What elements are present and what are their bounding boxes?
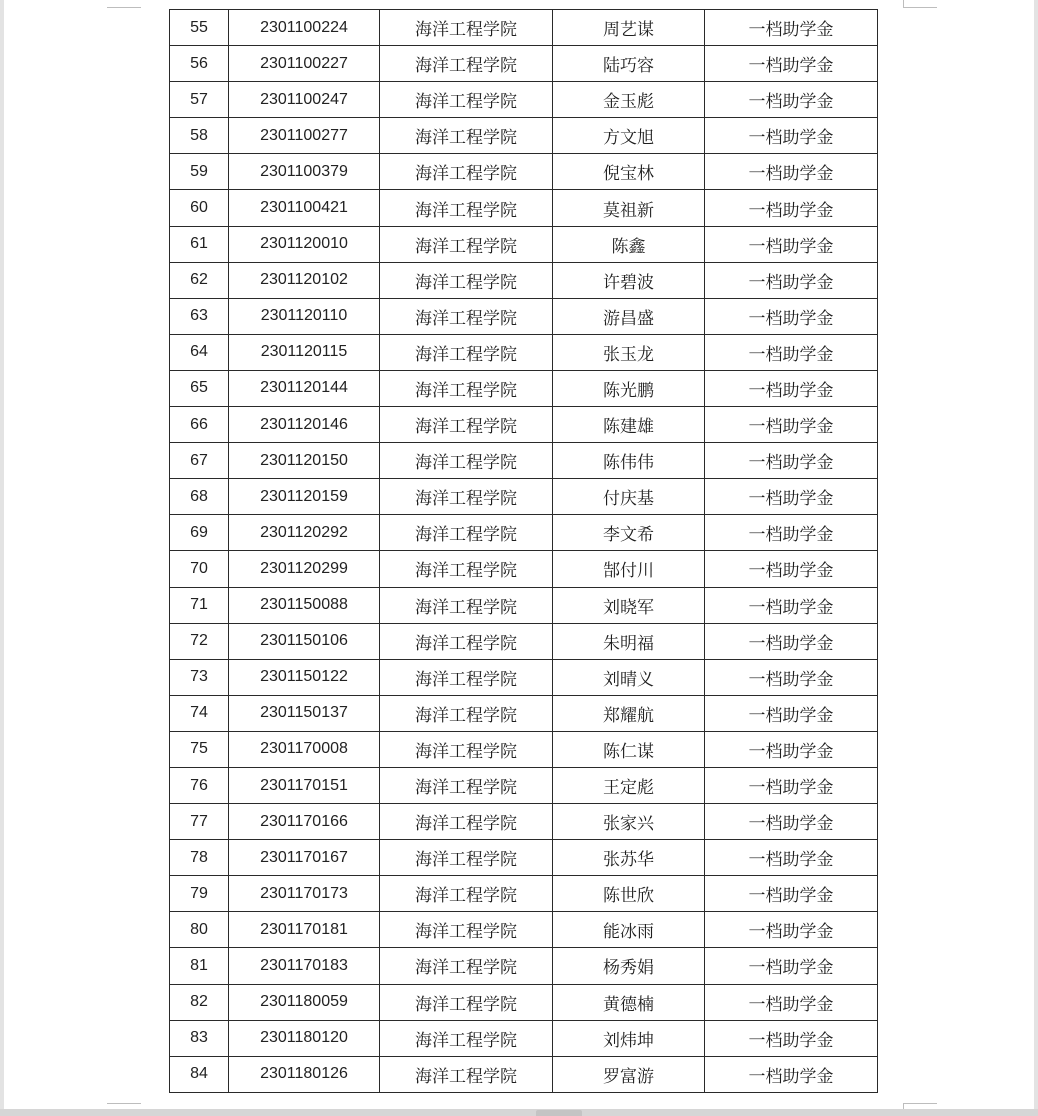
row-number-cell: 59 xyxy=(170,154,229,190)
college-cell: 海洋工程学院 xyxy=(380,695,553,731)
table-row xyxy=(170,10,878,46)
table-row xyxy=(170,840,878,876)
award-level-cell: 一档助学金 xyxy=(705,479,878,515)
student-id-cell: 2301180126 xyxy=(229,1056,380,1092)
student-name-cell: 莫祖新 xyxy=(553,190,705,226)
award-level-cell: 一档助学金 xyxy=(705,370,878,406)
college-cell: 海洋工程学院 xyxy=(380,515,553,551)
row-number-cell: 61 xyxy=(170,226,229,262)
student-id-cell: 2301100379 xyxy=(229,154,380,190)
student-name-cell: 陈建雄 xyxy=(553,407,705,443)
table-row xyxy=(170,479,878,515)
table-row xyxy=(170,298,878,334)
row-number-cell: 67 xyxy=(170,443,229,479)
table-row xyxy=(170,804,878,840)
table-body xyxy=(170,10,878,1093)
table-row xyxy=(170,551,878,587)
student-name-cell: 陈鑫 xyxy=(553,226,705,262)
student-name-cell: 刘炜坤 xyxy=(553,1020,705,1056)
award-level-cell: 一档助学金 xyxy=(705,587,878,623)
award-level-cell: 一档助学金 xyxy=(705,659,878,695)
row-number-cell: 56 xyxy=(170,46,229,82)
table-row xyxy=(170,659,878,695)
award-level-cell: 一档助学金 xyxy=(705,551,878,587)
student-name-cell: 李文希 xyxy=(553,515,705,551)
row-number-cell: 75 xyxy=(170,731,229,767)
table-row xyxy=(170,46,878,82)
row-number-cell: 57 xyxy=(170,82,229,118)
college-cell: 海洋工程学院 xyxy=(380,82,553,118)
award-level-cell: 一档助学金 xyxy=(705,767,878,803)
student-name-cell: 陈世欣 xyxy=(553,876,705,912)
table-row xyxy=(170,767,878,803)
row-number-cell: 84 xyxy=(170,1056,229,1092)
college-cell: 海洋工程学院 xyxy=(380,10,553,46)
college-cell: 海洋工程学院 xyxy=(380,840,553,876)
student-id-cell: 2301150088 xyxy=(229,587,380,623)
crop-mark xyxy=(903,1103,937,1104)
college-cell: 海洋工程学院 xyxy=(380,1020,553,1056)
table-row xyxy=(170,226,878,262)
college-cell: 海洋工程学院 xyxy=(380,298,553,334)
student-id-cell: 2301170167 xyxy=(229,840,380,876)
student-id-cell: 2301120292 xyxy=(229,515,380,551)
student-id-cell: 2301150106 xyxy=(229,623,380,659)
award-level-cell: 一档助学金 xyxy=(705,984,878,1020)
table-row xyxy=(170,587,878,623)
student-name-cell: 黄德楠 xyxy=(553,984,705,1020)
award-level-cell: 一档助学金 xyxy=(705,10,878,46)
college-cell: 海洋工程学院 xyxy=(380,118,553,154)
student-id-cell: 2301180059 xyxy=(229,984,380,1020)
award-level-cell: 一档助学金 xyxy=(705,46,878,82)
award-level-cell: 一档助学金 xyxy=(705,515,878,551)
student-name-cell: 刘晴义 xyxy=(553,659,705,695)
table-row xyxy=(170,948,878,984)
table-row xyxy=(170,118,878,154)
student-id-cell: 2301120144 xyxy=(229,370,380,406)
row-number-cell: 64 xyxy=(170,334,229,370)
college-cell: 海洋工程学院 xyxy=(380,407,553,443)
student-name-cell: 倪宝林 xyxy=(553,154,705,190)
student-name-cell: 金玉彪 xyxy=(553,82,705,118)
student-name-cell: 周艺谋 xyxy=(553,10,705,46)
college-cell: 海洋工程学院 xyxy=(380,154,553,190)
crop-mark xyxy=(903,7,937,8)
table-row xyxy=(170,370,878,406)
student-id-cell: 2301120299 xyxy=(229,551,380,587)
college-cell: 海洋工程学院 xyxy=(380,262,553,298)
college-cell: 海洋工程学院 xyxy=(380,334,553,370)
college-cell: 海洋工程学院 xyxy=(380,46,553,82)
student-id-cell: 2301100277 xyxy=(229,118,380,154)
college-cell: 海洋工程学院 xyxy=(380,623,553,659)
table-row xyxy=(170,190,878,226)
student-name-cell: 杨秀娟 xyxy=(553,948,705,984)
award-level-cell: 一档助学金 xyxy=(705,840,878,876)
row-number-cell: 55 xyxy=(170,10,229,46)
crop-mark xyxy=(903,0,904,8)
student-id-cell: 2301170173 xyxy=(229,876,380,912)
table-row xyxy=(170,334,878,370)
row-number-cell: 76 xyxy=(170,767,229,803)
row-number-cell: 60 xyxy=(170,190,229,226)
college-cell: 海洋工程学院 xyxy=(380,767,553,803)
student-id-cell: 2301170166 xyxy=(229,804,380,840)
student-name-cell: 郑耀航 xyxy=(553,695,705,731)
award-level-cell: 一档助学金 xyxy=(705,695,878,731)
award-level-cell: 一档助学金 xyxy=(705,262,878,298)
student-name-cell: 陈伟伟 xyxy=(553,443,705,479)
student-id-cell: 2301180120 xyxy=(229,1020,380,1056)
table-row xyxy=(170,262,878,298)
row-number-cell: 79 xyxy=(170,876,229,912)
crop-mark xyxy=(107,7,141,8)
table-row xyxy=(170,1056,878,1092)
college-cell: 海洋工程学院 xyxy=(380,190,553,226)
award-level-cell: 一档助学金 xyxy=(705,190,878,226)
row-number-cell: 82 xyxy=(170,984,229,1020)
student-name-cell: 付庆基 xyxy=(553,479,705,515)
student-id-cell: 2301100421 xyxy=(229,190,380,226)
table-row xyxy=(170,695,878,731)
college-cell: 海洋工程学院 xyxy=(380,587,553,623)
award-level-cell: 一档助学金 xyxy=(705,118,878,154)
award-level-cell: 一档助学金 xyxy=(705,804,878,840)
college-cell: 海洋工程学院 xyxy=(380,984,553,1020)
student-id-cell: 2301120146 xyxy=(229,407,380,443)
student-name-cell: 罗富游 xyxy=(553,1056,705,1092)
student-name-cell: 陆巧容 xyxy=(553,46,705,82)
document-page xyxy=(4,0,1034,1109)
table-row xyxy=(170,912,878,948)
student-id-cell: 2301150137 xyxy=(229,695,380,731)
row-number-cell: 68 xyxy=(170,479,229,515)
student-name-cell: 朱明福 xyxy=(553,623,705,659)
award-level-cell: 一档助学金 xyxy=(705,298,878,334)
student-id-cell: 2301120110 xyxy=(229,298,380,334)
college-cell: 海洋工程学院 xyxy=(380,551,553,587)
award-level-cell: 一档助学金 xyxy=(705,334,878,370)
row-number-cell: 83 xyxy=(170,1020,229,1056)
student-name-cell: 陈仁谋 xyxy=(553,731,705,767)
row-number-cell: 62 xyxy=(170,262,229,298)
college-cell: 海洋工程学院 xyxy=(380,804,553,840)
student-id-cell: 2301100247 xyxy=(229,82,380,118)
row-number-cell: 73 xyxy=(170,659,229,695)
row-number-cell: 81 xyxy=(170,948,229,984)
award-level-cell: 一档助学金 xyxy=(705,407,878,443)
table-row xyxy=(170,623,878,659)
college-cell: 海洋工程学院 xyxy=(380,443,553,479)
row-number-cell: 72 xyxy=(170,623,229,659)
award-level-cell: 一档助学金 xyxy=(705,226,878,262)
row-number-cell: 74 xyxy=(170,695,229,731)
row-number-cell: 80 xyxy=(170,912,229,948)
page-gap xyxy=(0,1109,1038,1116)
award-level-cell: 一档助学金 xyxy=(705,948,878,984)
student-id-cell: 2301170183 xyxy=(229,948,380,984)
student-id-cell: 2301150122 xyxy=(229,659,380,695)
row-number-cell: 58 xyxy=(170,118,229,154)
college-cell: 海洋工程学院 xyxy=(380,1056,553,1092)
student-id-cell: 2301170008 xyxy=(229,731,380,767)
table-row xyxy=(170,407,878,443)
table-row xyxy=(170,876,878,912)
student-name-cell: 方文旭 xyxy=(553,118,705,154)
table-row xyxy=(170,515,878,551)
scholarship-table xyxy=(169,9,878,1093)
college-cell: 海洋工程学院 xyxy=(380,876,553,912)
table-row xyxy=(170,731,878,767)
row-number-cell: 66 xyxy=(170,407,229,443)
student-name-cell: 张家兴 xyxy=(553,804,705,840)
award-level-cell: 一档助学金 xyxy=(705,623,878,659)
student-name-cell: 能冰雨 xyxy=(553,912,705,948)
award-level-cell: 一档助学金 xyxy=(705,1056,878,1092)
college-cell: 海洋工程学院 xyxy=(380,370,553,406)
award-level-cell: 一档助学金 xyxy=(705,876,878,912)
student-name-cell: 刘晓军 xyxy=(553,587,705,623)
student-id-cell: 2301120115 xyxy=(229,334,380,370)
college-cell: 海洋工程学院 xyxy=(380,912,553,948)
table-row xyxy=(170,984,878,1020)
college-cell: 海洋工程学院 xyxy=(380,731,553,767)
table-row xyxy=(170,1020,878,1056)
student-id-cell: 2301120159 xyxy=(229,479,380,515)
table-row xyxy=(170,154,878,190)
student-id-cell: 2301170151 xyxy=(229,767,380,803)
row-number-cell: 70 xyxy=(170,551,229,587)
student-id-cell: 2301120102 xyxy=(229,262,380,298)
student-name-cell: 郜付川 xyxy=(553,551,705,587)
college-cell: 海洋工程学院 xyxy=(380,226,553,262)
college-cell: 海洋工程学院 xyxy=(380,479,553,515)
row-number-cell: 65 xyxy=(170,370,229,406)
award-level-cell: 一档助学金 xyxy=(705,443,878,479)
award-level-cell: 一档助学金 xyxy=(705,912,878,948)
award-level-cell: 一档助学金 xyxy=(705,731,878,767)
award-level-cell: 一档助学金 xyxy=(705,154,878,190)
student-name-cell: 许碧波 xyxy=(553,262,705,298)
college-cell: 海洋工程学院 xyxy=(380,659,553,695)
row-number-cell: 77 xyxy=(170,804,229,840)
student-name-cell: 张玉龙 xyxy=(553,334,705,370)
award-level-cell: 一档助学金 xyxy=(705,82,878,118)
student-id-cell: 2301170181 xyxy=(229,912,380,948)
table-row xyxy=(170,82,878,118)
row-number-cell: 63 xyxy=(170,298,229,334)
row-number-cell: 69 xyxy=(170,515,229,551)
table-row xyxy=(170,443,878,479)
award-level-cell: 一档助学金 xyxy=(705,1020,878,1056)
student-id-cell: 2301120010 xyxy=(229,226,380,262)
row-number-cell: 78 xyxy=(170,840,229,876)
row-number-cell: 71 xyxy=(170,587,229,623)
college-cell: 海洋工程学院 xyxy=(380,948,553,984)
student-id-cell: 2301120150 xyxy=(229,443,380,479)
student-id-cell: 2301100227 xyxy=(229,46,380,82)
student-name-cell: 游昌盛 xyxy=(553,298,705,334)
crop-mark xyxy=(107,1103,141,1104)
student-id-cell: 2301100224 xyxy=(229,10,380,46)
student-name-cell: 陈光鹏 xyxy=(553,370,705,406)
student-name-cell: 张苏华 xyxy=(553,840,705,876)
student-name-cell: 王定彪 xyxy=(553,767,705,803)
page-scroll-tab[interactable] xyxy=(536,1110,582,1116)
